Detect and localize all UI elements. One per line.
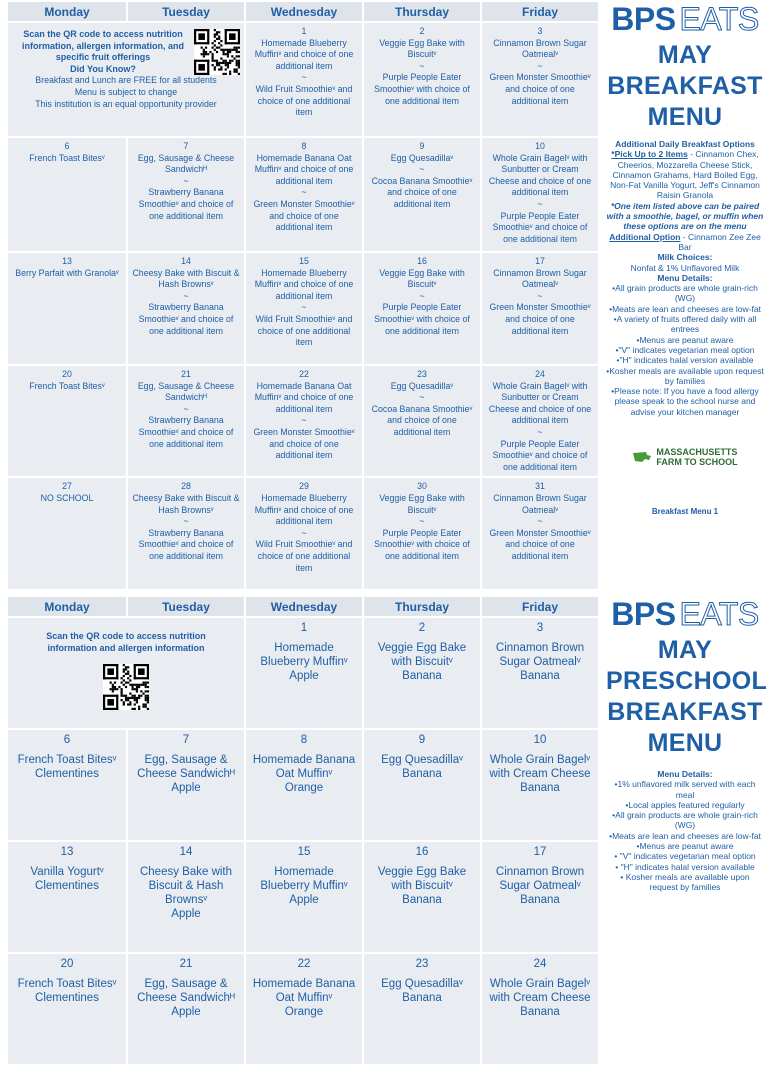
separator: ~ bbox=[537, 290, 543, 301]
separator: ~ bbox=[183, 516, 189, 527]
week-row bbox=[8, 618, 598, 728]
day-cell bbox=[246, 842, 362, 952]
menu-item: Egg Quesadillaᵛ bbox=[390, 152, 454, 163]
week-row bbox=[8, 478, 598, 589]
day-number: 14 bbox=[181, 256, 191, 266]
milk-heading: Milk Choices: bbox=[657, 252, 713, 263]
day-cell bbox=[8, 730, 126, 840]
separator: ~ bbox=[419, 290, 425, 301]
menu-item: Veggie Egg Bake with Biscuitᵛ bbox=[377, 642, 467, 668]
week-row bbox=[8, 842, 598, 952]
menu-item: Egg Quesadillaᵛ bbox=[381, 754, 463, 766]
menu-item: Homemade Blueberry Muffinᵛ and choice of one additional item bbox=[254, 267, 354, 301]
day-cell bbox=[128, 138, 244, 251]
menu-item: Banana bbox=[520, 894, 560, 906]
day-number: 10 bbox=[533, 734, 547, 746]
day-cell bbox=[482, 23, 598, 136]
day-number: 9 bbox=[418, 734, 426, 746]
menu-item: French Toast Bitesᵛ bbox=[17, 978, 117, 990]
day-cell bbox=[128, 842, 244, 952]
qr-code-icon bbox=[194, 29, 240, 75]
menu-item: French Toast Bitesᵛ bbox=[29, 380, 105, 391]
menu-item: Banana bbox=[520, 782, 560, 794]
menu-details-list bbox=[606, 779, 764, 892]
qr-code-icon bbox=[103, 664, 149, 710]
day-number: 2 bbox=[418, 622, 426, 634]
menu-item: Banana bbox=[520, 1006, 560, 1018]
menu-item: Berry Parfait with Granolaᵛ bbox=[15, 267, 119, 278]
day-cell bbox=[364, 23, 480, 136]
day-header: Wednesday bbox=[246, 597, 362, 616]
massachusetts-map-icon bbox=[632, 447, 652, 467]
intro-note: Breakfast and Lunch are FREE for all students bbox=[35, 75, 217, 86]
separator: ~ bbox=[419, 164, 425, 175]
menu-item: Green Monster Smoothieᵛ and choice of one additional item bbox=[489, 527, 591, 561]
menu-item: Whole Grain Bagelᵛ with Cream Cheese bbox=[489, 978, 591, 1004]
day-cell bbox=[128, 478, 244, 589]
menu-item: Purple People Eater Smoothieᵛ and choice of one additional item bbox=[492, 438, 588, 472]
breakfast-calendar bbox=[6, 0, 600, 591]
week-row bbox=[8, 954, 598, 1064]
farm-to-school-logo: MASSACHUSETTS FARM TO SCHOOL bbox=[606, 447, 764, 467]
detail-item: •"H" indicates halal version available bbox=[616, 355, 754, 366]
day-number: 22 bbox=[297, 958, 311, 970]
detail-item: •Please note: If you have a food allergy please speak to the school nurse and advise your kitchen manager bbox=[611, 386, 759, 417]
menu-item: Purple People Eater Smoothieᵛ and choice of one additional item bbox=[492, 210, 588, 244]
menu-details-heading: Menu Details: bbox=[657, 272, 713, 283]
day-number: 29 bbox=[299, 481, 309, 492]
day-number: 16 bbox=[415, 846, 429, 858]
menu-item: Cheesy Bake with Biscuit & Hash Brownsᵛ bbox=[132, 267, 240, 290]
day-number: 28 bbox=[181, 481, 191, 492]
day-number: 20 bbox=[60, 958, 74, 970]
day-cell bbox=[364, 478, 480, 589]
day-cell bbox=[128, 366, 244, 476]
day-header: Tuesday bbox=[128, 2, 244, 21]
day-cell bbox=[482, 730, 598, 840]
menu-item: Cinnamon Brown Sugar Oatmealᵛ bbox=[493, 492, 587, 515]
day-number: 3 bbox=[537, 26, 543, 36]
preschool-table bbox=[6, 595, 600, 1066]
separator: ~ bbox=[301, 187, 307, 198]
day-header: Thursday bbox=[364, 2, 480, 21]
day-cell bbox=[364, 842, 480, 952]
detail-item: • "H" indicates halal version available bbox=[615, 861, 755, 872]
day-cell bbox=[364, 954, 480, 1064]
detail-item: • "V" indicates vegetarian meal option bbox=[614, 851, 756, 862]
detail-item: •Meats are lean and cheeses are low-fat bbox=[609, 303, 761, 314]
day-cell bbox=[364, 618, 480, 728]
separator: ~ bbox=[537, 426, 543, 437]
day-cell bbox=[128, 730, 244, 840]
day-cell bbox=[482, 618, 598, 728]
additional-options-heading: Additional Daily Breakfast Options bbox=[615, 139, 755, 149]
day-cell bbox=[364, 730, 480, 840]
day-header: Monday bbox=[8, 2, 126, 21]
separator: ~ bbox=[301, 415, 307, 426]
menu-item: Homemade Banana Oat Muffinᵛ bbox=[252, 754, 356, 780]
preschool-day-header-row bbox=[8, 597, 598, 616]
menu-item: Strawberry Banana Smoothieᵛ and choice of one additional item bbox=[138, 187, 234, 221]
menu-item: Homemade Banana Oat Muffinᵛ bbox=[252, 978, 356, 1004]
day-number: 8 bbox=[301, 141, 307, 151]
menu-item: Clementines bbox=[35, 768, 99, 780]
day-cell bbox=[246, 23, 362, 136]
separator: ~ bbox=[183, 175, 189, 186]
menu-item: French Toast Bitesᵛ bbox=[17, 754, 117, 766]
separator: ~ bbox=[301, 72, 307, 83]
day-cell bbox=[246, 138, 362, 251]
menu-item: Egg, Sausage & Cheese Sandwichᴴ bbox=[137, 978, 235, 1004]
day-cell bbox=[8, 253, 126, 364]
intro-cell bbox=[8, 23, 244, 136]
menu-item: Cinnamon Brown Sugar Oatmealᵛ bbox=[495, 642, 585, 668]
menu-item: Apple bbox=[289, 894, 319, 906]
menu-item: Green Monster Smoothieᵛ and choice of one additional item bbox=[253, 426, 355, 461]
menu-item: Homemade Banana Oat Muffinᵛ and choice of one additional item bbox=[254, 152, 354, 186]
separator: ~ bbox=[537, 198, 543, 209]
menu-item: Homemade Blueberry Muffinᵛ and choice of one additional item bbox=[254, 492, 354, 527]
day-number: 27 bbox=[62, 481, 72, 492]
day-number: 6 bbox=[63, 734, 71, 746]
menu-item: Egg Quesadillaᵛ bbox=[381, 978, 463, 990]
menu-item: Strawberry Banana Smoothieᵛ and choice of one additional item bbox=[138, 302, 234, 336]
day-number: 21 bbox=[179, 958, 193, 970]
day-number: 9 bbox=[419, 141, 425, 151]
menu-item: Cinnamon Brown Sugar Oatmealᵛ bbox=[495, 866, 585, 892]
day-cell bbox=[8, 366, 126, 476]
menu-item: Egg, Sausage & Cheese Sandwichᴴ bbox=[137, 152, 235, 175]
bps-eats-logo: BPS EATS bbox=[611, 596, 759, 632]
menu-item: Purple People Eater Smoothieᵛ with choice of one additional item bbox=[374, 72, 470, 106]
day-cell bbox=[128, 253, 244, 364]
menu-item: Whole Grain Bagelᵛ with Sunbutter or Cream Cheese and choice of one additional item bbox=[488, 380, 592, 426]
menu-item: Banana bbox=[402, 894, 442, 906]
menu-item: Veggie Egg Bake with Biscuitᵛ bbox=[377, 866, 467, 892]
menu-item: Veggie Egg Bake with Biscuitᵛ bbox=[379, 37, 465, 60]
menu-item: Purple People Eater Smoothieᵛ with choice of one additional item bbox=[374, 527, 470, 561]
menu-item: Cheesy Bake with Biscuit & Hash Brownsᵛ bbox=[139, 866, 233, 906]
day-number: 23 bbox=[417, 369, 427, 379]
day-cell bbox=[246, 954, 362, 1064]
menu-item: Egg Quesadillaᵛ bbox=[390, 380, 454, 391]
menu-item: Homemade Blueberry Muffinᵛ bbox=[260, 866, 348, 892]
intro-cell bbox=[8, 618, 244, 728]
menu-item: Homemade Blueberry Muffinᵛ bbox=[260, 642, 348, 668]
day-number: 20 bbox=[62, 369, 72, 379]
separator: ~ bbox=[419, 392, 425, 403]
did-you-know: Did You Know? bbox=[70, 63, 136, 74]
detail-item: •Local apples featured regularly bbox=[625, 799, 745, 810]
week-row bbox=[8, 138, 598, 251]
detail-item: •Menus are peanut aware bbox=[636, 841, 734, 852]
breakfast-options-info bbox=[606, 139, 764, 417]
menu-item: Apple bbox=[171, 1006, 201, 1018]
additional-option-text: Additional Option - Cinnamon Zee Zee Bar bbox=[609, 231, 761, 252]
menu-item: Green Monster Smoothieᵛ and choice of one additional item bbox=[253, 198, 355, 233]
day-number: 17 bbox=[533, 846, 547, 858]
menu-item: Egg, Sausage & Cheese Sandwichᴴ bbox=[137, 380, 235, 403]
day-cell bbox=[246, 366, 362, 476]
day-number: 14 bbox=[179, 846, 193, 858]
separator: ~ bbox=[183, 290, 189, 301]
menu-item: Homemade Banana Oat Muffinᵛ and choice of one additional item bbox=[254, 380, 354, 414]
menu-item: Cinnamon Brown Sugar Oatmealᵛ bbox=[493, 37, 587, 60]
day-cell bbox=[246, 253, 362, 364]
day-number: 7 bbox=[182, 734, 190, 746]
menu-item: Banana bbox=[402, 992, 442, 1004]
menu-item: Wild Fruit Smoothieᵛ and choice of one additional item bbox=[255, 539, 353, 573]
menu-item: Whole Grain Bagelᵛ with Cream Cheese bbox=[489, 754, 591, 780]
day-number: 16 bbox=[417, 256, 427, 266]
breakfast-table bbox=[6, 0, 600, 591]
menu-item: Green Monster Smoothieᵛ and choice of one additional item bbox=[489, 72, 591, 106]
menu-item: Apple bbox=[171, 782, 201, 794]
menu-item: Banana bbox=[520, 670, 560, 682]
day-number: 8 bbox=[300, 734, 308, 746]
detail-item: •Menus are peanut aware bbox=[636, 334, 734, 345]
day-number: 17 bbox=[535, 256, 545, 266]
day-number: 1 bbox=[301, 26, 307, 36]
day-number: 15 bbox=[299, 256, 309, 266]
menu-item: Cheesy Bake with Biscuit & Hash Brownsᵛ bbox=[132, 492, 240, 515]
preschool-side-panel bbox=[606, 595, 768, 893]
detail-item: •All grain products are whole grain-rich (WG) bbox=[612, 283, 758, 304]
menu-item: Banana bbox=[402, 768, 442, 780]
day-header: Wednesday bbox=[246, 2, 362, 21]
separator: ~ bbox=[419, 516, 425, 527]
day-number: 13 bbox=[60, 846, 74, 858]
breakfast-day-header-row bbox=[8, 2, 598, 21]
day-number: 2 bbox=[419, 26, 425, 36]
menu-details-list bbox=[606, 283, 764, 417]
day-cell bbox=[8, 842, 126, 952]
menu-item: Clementines bbox=[35, 880, 99, 892]
one-item-note: *One item listed above can be paired with a smoothie, bagel, or muffin when these options are on the menu bbox=[606, 200, 764, 232]
day-cell bbox=[8, 138, 126, 251]
detail-item: •1% unflavored milk served with each meal bbox=[614, 779, 756, 800]
menu-item: Apple bbox=[289, 670, 319, 682]
day-number: 23 bbox=[415, 958, 429, 970]
separator: ~ bbox=[537, 60, 543, 71]
day-number: 13 bbox=[62, 256, 72, 266]
day-cell bbox=[482, 478, 598, 589]
menu-item: Banana bbox=[402, 670, 442, 682]
day-number: 7 bbox=[183, 141, 189, 151]
day-cell bbox=[8, 954, 126, 1064]
menu-item: Veggie Egg Bake with Biscuitᵛ bbox=[379, 267, 465, 290]
day-cell bbox=[246, 618, 362, 728]
day-number: 30 bbox=[417, 481, 427, 492]
week-row bbox=[8, 23, 598, 136]
separator: ~ bbox=[537, 516, 543, 527]
menu-title: MAY BREAKFAST MENU bbox=[607, 41, 763, 131]
detail-item: •Meats are lean and cheeses are low-fat bbox=[609, 830, 761, 841]
day-cell bbox=[364, 366, 480, 476]
detail-item: • Kosher meals are available upon request by families bbox=[620, 871, 750, 893]
day-cell bbox=[482, 138, 598, 251]
separator: ~ bbox=[419, 60, 425, 71]
day-number: 22 bbox=[299, 369, 309, 379]
day-cell bbox=[246, 478, 362, 589]
day-header: Monday bbox=[8, 597, 126, 616]
preschool-details-info bbox=[606, 769, 764, 893]
menu-item: Cocoa Banana Smoothieᵛ and choice of one additional item bbox=[371, 175, 473, 209]
menu-item: Clementines bbox=[35, 992, 99, 1004]
week-row bbox=[8, 253, 598, 364]
separator: ~ bbox=[183, 403, 189, 414]
menu-item: Apple bbox=[171, 908, 201, 920]
menu-item: Purple People Eater Smoothieᵛ with choice of one additional item bbox=[374, 302, 470, 336]
day-header: Tuesday bbox=[128, 597, 244, 616]
day-number: 21 bbox=[181, 369, 191, 379]
separator: ~ bbox=[301, 527, 307, 538]
detail-item: •"V" indicates vegetarian meal option bbox=[615, 344, 755, 355]
day-header: Friday bbox=[482, 2, 598, 21]
intro-note: Menu is subject to change bbox=[74, 86, 178, 97]
detail-item: •Kosher meals are available upon request by families bbox=[606, 365, 764, 386]
menu-item: Veggie Egg Bake with Biscuitᵛ bbox=[379, 492, 465, 515]
day-number: 15 bbox=[297, 846, 311, 858]
day-cell bbox=[482, 954, 598, 1064]
pick-up-text: *Pick Up to 2 Items - Cinnamon Chex, Cheerios, Mozzarella Cheese Stick, Cinnamon Grahams, Hard Boiled Egg, Non-Fat Vanilla Yogurt, Jeff's Cinnamon Raisin Granola bbox=[610, 149, 760, 201]
menu-item: Wild Fruit Smoothieᵛ and choice of one additional item bbox=[255, 313, 353, 348]
menu-item: NO SCHOOL bbox=[40, 492, 94, 503]
milk-text: Nonfat & 1% Unflavored Milk bbox=[630, 262, 740, 273]
menu-details-heading: Menu Details: bbox=[657, 769, 713, 779]
preschool-calendar bbox=[6, 595, 600, 1066]
day-cell bbox=[364, 138, 480, 251]
day-cell bbox=[364, 253, 480, 364]
menu-item: French Toast Bitesᵛ bbox=[29, 152, 105, 163]
footer-note: Breakfast Menu 1 bbox=[651, 507, 719, 517]
day-number: 3 bbox=[536, 622, 544, 634]
day-cell bbox=[8, 478, 126, 589]
menu-item: Homemade Blueberry Muffinᵛ and choice of one additional item bbox=[254, 37, 354, 71]
menu-item: Egg, Sausage & Cheese Sandwichᴴ bbox=[137, 754, 235, 780]
menu-item: Cocoa Banana Smoothieᵛ and choice of one additional item bbox=[371, 403, 473, 437]
detail-item: •A variety of fruits offered daily with all entrees bbox=[613, 314, 757, 335]
day-header: Thursday bbox=[364, 597, 480, 616]
qr-instructions: Scan the QR code to access nutrition information and allergen information bbox=[46, 631, 206, 653]
day-number: 24 bbox=[535, 369, 545, 379]
day-header: Friday bbox=[482, 597, 598, 616]
qr-instructions: Scan the QR code to access nutrition information, allergen information, and specific fruit offerings bbox=[21, 29, 184, 63]
day-number: 6 bbox=[64, 141, 70, 151]
menu-item: Cinnamon Brown Sugar Oatmealᵛ bbox=[493, 267, 587, 290]
menu-item: Orange bbox=[284, 782, 324, 794]
menu-item: Vanilla Yogurtᵛ bbox=[30, 866, 104, 878]
menu-item: Whole Grain Bagelᵛ with Sunbutter or Cream Cheese and choice of one additional item bbox=[488, 152, 592, 198]
detail-item: •All grain products are whole grain-rich (WG) bbox=[612, 810, 758, 831]
day-number: 31 bbox=[535, 481, 545, 492]
menu-item: Strawberry Banana Smoothieᵛ and choice of one additional item bbox=[138, 527, 234, 561]
day-cell bbox=[246, 730, 362, 840]
day-cell bbox=[482, 842, 598, 952]
menu-item: Wild Fruit Smoothieᵛ and choice of one additional item bbox=[255, 83, 353, 118]
day-number: 24 bbox=[533, 958, 547, 970]
day-number: 1 bbox=[300, 622, 308, 634]
day-cell bbox=[482, 366, 598, 476]
week-row bbox=[8, 366, 598, 476]
separator: ~ bbox=[301, 302, 307, 313]
day-cell bbox=[128, 954, 244, 1064]
breakfast-side-panel bbox=[606, 0, 764, 516]
menu-item: Orange bbox=[284, 1006, 324, 1018]
menu-title: MAY PRESCHOOL BREAKFAST MENU bbox=[606, 636, 768, 757]
menu-item: Strawberry Banana Smoothieᵛ and choice of one additional item bbox=[138, 415, 234, 449]
bps-eats-logo: BPS EATS bbox=[611, 1, 759, 37]
intro-note: This institution is an equal opportunity provider bbox=[35, 98, 217, 109]
menu-item: Green Monster Smoothieᵛ and choice of one additional item bbox=[489, 302, 591, 336]
week-row bbox=[8, 730, 598, 840]
day-cell bbox=[482, 253, 598, 364]
day-number: 10 bbox=[535, 141, 545, 151]
